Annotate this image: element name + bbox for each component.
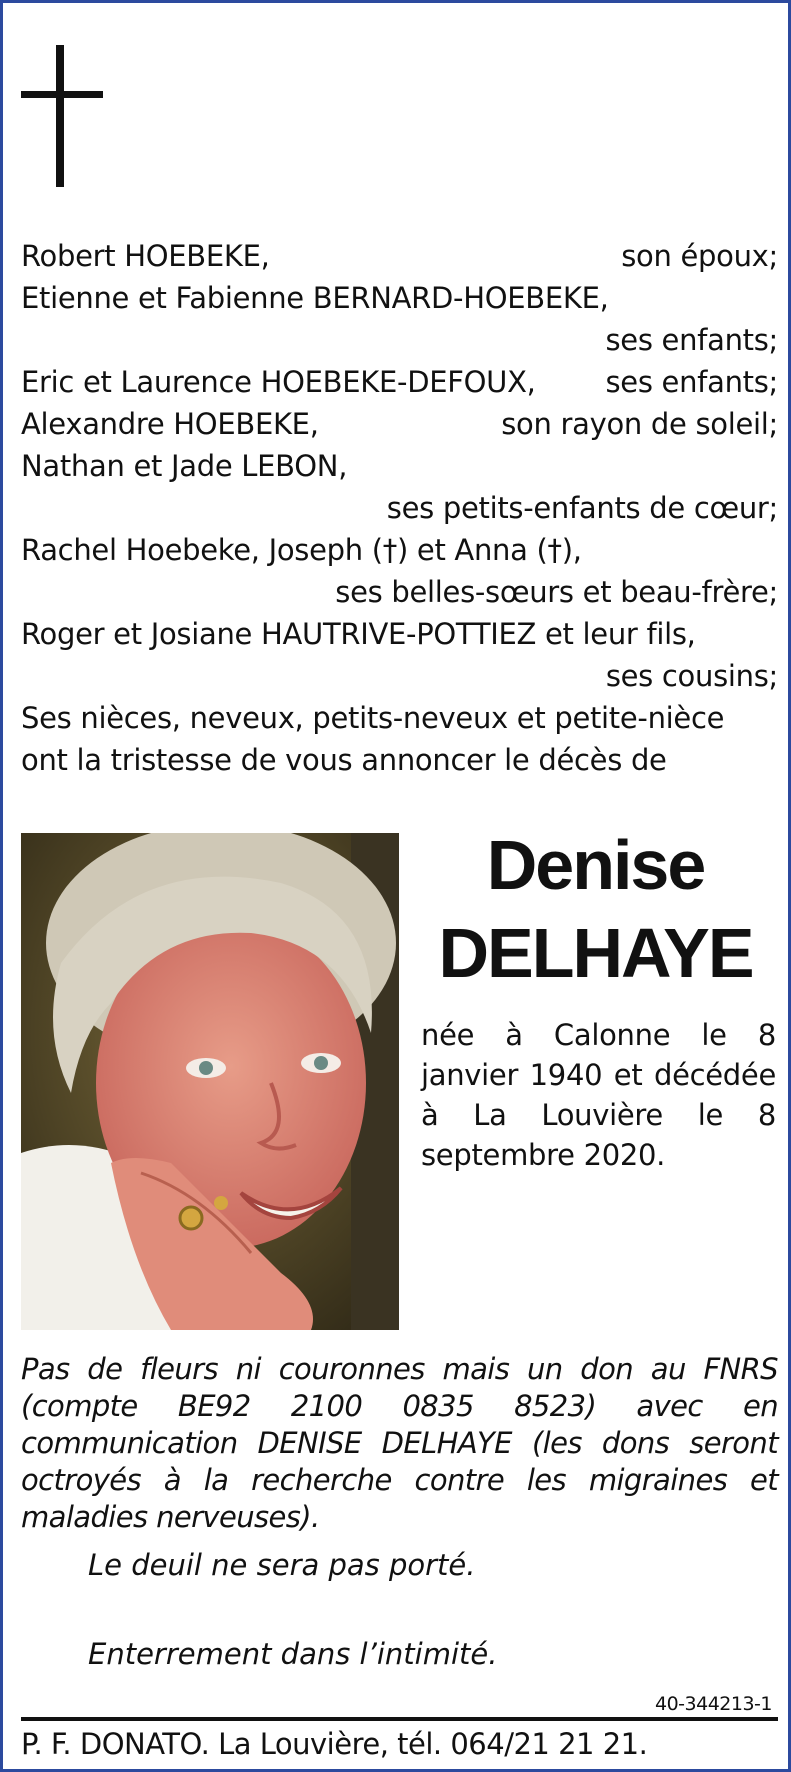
family-row: Alexandre HOEBEKE, son rayon de soleil; — [21, 407, 778, 441]
family-row: Etienne et Fabienne BERNARD-HOEBEKE, — [21, 281, 609, 315]
family-row: Eric et Laurence HOEBEKE-DEFOUX, ses enfants; — [21, 365, 778, 399]
family-list — [21, 235, 778, 781]
family-row: Robert HOEBEKE, son époux; — [21, 239, 778, 273]
portrait-photo — [21, 833, 399, 1330]
deceased-first-name: Denise — [486, 826, 705, 904]
mourning-note: Le deuil ne sera pas porté. — [88, 1548, 476, 1582]
family-row: Ses nièces, neveux, petits-neveux et petite-nièce — [21, 701, 725, 735]
divider — [21, 1717, 778, 1721]
donation-note: Pas de fleurs ni couronnes mais un don au FNRS (compte BE92 2100 0835 8523) avec en communication DENISE DELHAYE (les dons seront octroyés à la recherche contre les migraines et maladies nerveuses). — [21, 1352, 778, 1534]
cross-icon — [21, 45, 103, 187]
deceased-last-name: DELHAYE — [438, 914, 753, 992]
funeral-home-footer: P. F. DONATO. La Louvière, tél. 064/21 21 21. — [21, 1727, 648, 1761]
birth-death-dates: née à Calonne le 8 janvier 1940 et décédée à La Louvière le 8 septembre 2020. — [421, 1018, 776, 1172]
family-row: Nathan et Jade LEBON, — [21, 449, 348, 483]
reference-number: 40-344213-1 — [654, 1693, 772, 1715]
family-row: Roger et Josiane HAUTRIVE-POTTIEZ et leur fils, — [21, 617, 696, 651]
family-row: ses belles-sœurs et beau-frère; — [335, 575, 778, 609]
family-row: Rachel Hoebeke, Joseph (†) et Anna (†), — [21, 533, 582, 567]
family-row: ont la tristesse de vous annoncer le décès de — [21, 743, 667, 777]
family-row: ses cousins; — [605, 659, 778, 693]
burial-note: Enterrement dans l’intimité. — [88, 1637, 498, 1671]
family-row: ses petits-enfants de cœur; — [386, 491, 778, 525]
family-row: ses enfants; — [605, 323, 778, 357]
